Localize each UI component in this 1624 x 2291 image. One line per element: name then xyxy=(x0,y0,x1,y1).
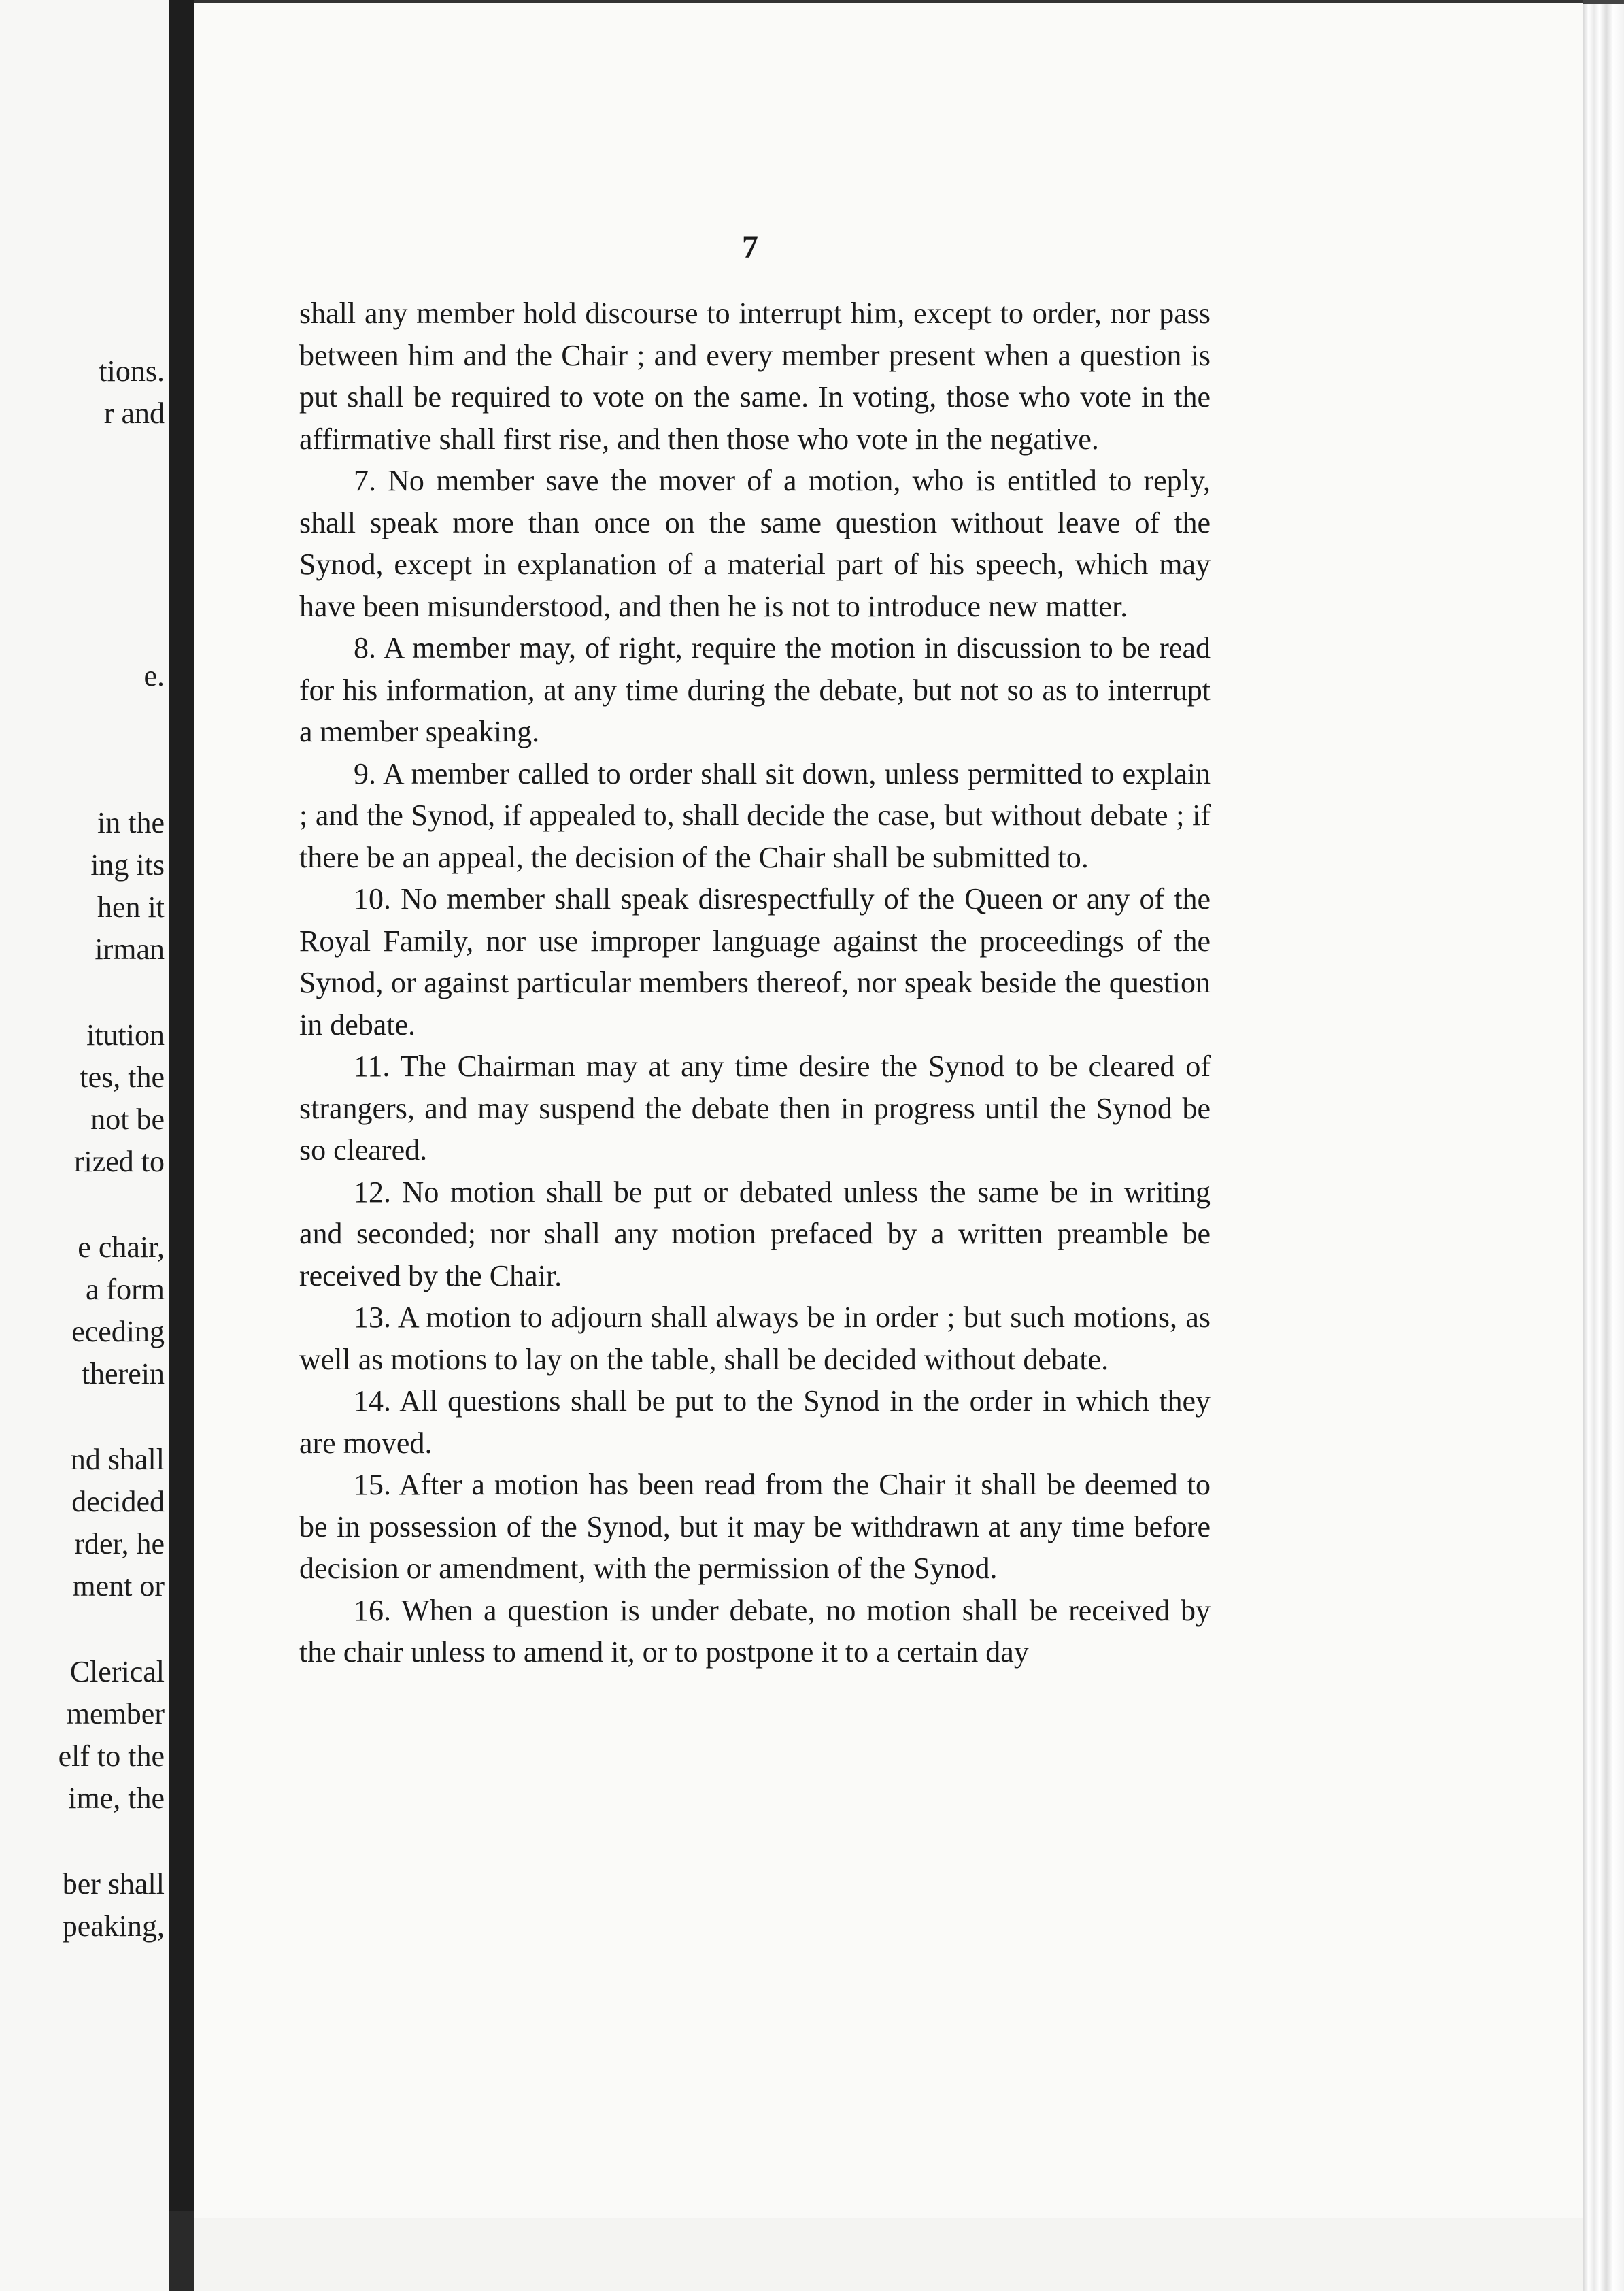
left-page-line: irman xyxy=(95,933,165,966)
rule-13: 13. A motion to adjourn shall always be in order ; but such motions, as well as motions to lay on the table, shall be decided without debate. xyxy=(299,1301,1211,1376)
left-page-line: elf to the xyxy=(58,1739,165,1773)
left-page-line: ment or xyxy=(72,1569,165,1603)
page-number: 7 xyxy=(742,229,758,265)
left-page-line: eceding xyxy=(71,1315,165,1348)
rule-12: 12. No motion shall be put or debated unless the same be in writing and seconded; nor shall any motion prefaced by a written preamble be received by the Chair. xyxy=(299,1175,1211,1292)
rule-15: 15. After a motion has been read from the Chair it shall be deemed to be in possession of the Synod, but it may be withdrawn at any time before decision or amendment, with the permission of the Synod. xyxy=(299,1468,1211,1585)
left-page-line: r and xyxy=(103,397,165,430)
left-page-line: rized to xyxy=(73,1145,165,1178)
left-facing-page xyxy=(0,0,169,2291)
left-page-line: nd shall xyxy=(70,1443,165,1476)
left-page-line: therein xyxy=(81,1357,165,1390)
book-gutter xyxy=(169,0,194,2211)
left-page-line: member xyxy=(66,1697,165,1730)
left-page-line: itution xyxy=(86,1018,165,1052)
rule-11: 11. The Chairman may at any time desire the Synod to be cleared of strangers, and may suspend the debate then in progress until the Synod be so cleared. xyxy=(299,1050,1211,1167)
page-edge-top xyxy=(1583,0,1624,4)
page-edge xyxy=(1583,0,1624,2291)
left-page-line: in the xyxy=(97,806,165,839)
left-page-line: rder, he xyxy=(74,1527,165,1560)
left-page-line: tions. xyxy=(99,354,165,388)
left-page-line: not be xyxy=(90,1103,165,1136)
left-page-line: peaking, xyxy=(62,1909,165,1943)
left-page-line: decided xyxy=(71,1485,165,1518)
left-page-line: e chair, xyxy=(78,1231,165,1264)
opening-paragraph: shall any member hold discourse to interrupt him, except to order, nor pass between him and the Chair ; and every member present when a question is put shall be required to vote on the same. In voting, those who vote in the affirmative shall first rise, and then those who vote in the negative. xyxy=(299,297,1211,456)
left-page-line: ber shall xyxy=(62,1867,165,1901)
left-page-line: a form xyxy=(85,1273,165,1306)
rule-7: 7. No member save the mover of a motion, who is entitled to reply, shall speak more than once on the same question without leave of the Synod, except in explanation of a material part of his speech, which may have been misunderstood, and then he is not to introduce new matter. xyxy=(299,464,1211,623)
left-page-line: e. xyxy=(143,659,165,692)
page-bottom-margin xyxy=(194,2218,1583,2291)
left-page-line: ime, the xyxy=(68,1782,165,1815)
rule-16: 16. When a question is under debate, no motion shall be received by the chair unless to amend it, or to postpone it to a certain day xyxy=(299,1593,1211,1669)
rule-10: 10. No member shall speak disrespectfully of the Queen or any of the Royal Family, nor use improper language against the proceedings of the Synod, or against particular members thereof, nor speak beside the question in debate. xyxy=(299,882,1211,1041)
rule-8: 8. A member may, of right, require the motion in discussion to be read for his information, at any time during the debate, but not so as to interrupt a member speaking. xyxy=(299,631,1211,748)
left-page-line: Clerical xyxy=(69,1655,165,1688)
rule-9: 9. A member called to order shall sit down, unless permitted to explain ; and the Synod, if appealed to, shall decide the case, but without debate ; if there be an appeal, the decision of the Chair shall be submitted to. xyxy=(299,756,1211,874)
rule-14: 14. All questions shall be put to the Synod in the order in which they are moved. xyxy=(299,1384,1211,1460)
left-page-line: ing its xyxy=(90,848,165,882)
left-page-line: tes, the xyxy=(80,1060,165,1094)
book-gutter-bottom xyxy=(169,2211,194,2291)
body-text xyxy=(299,292,1211,1673)
left-page-line: hen it xyxy=(97,890,165,924)
